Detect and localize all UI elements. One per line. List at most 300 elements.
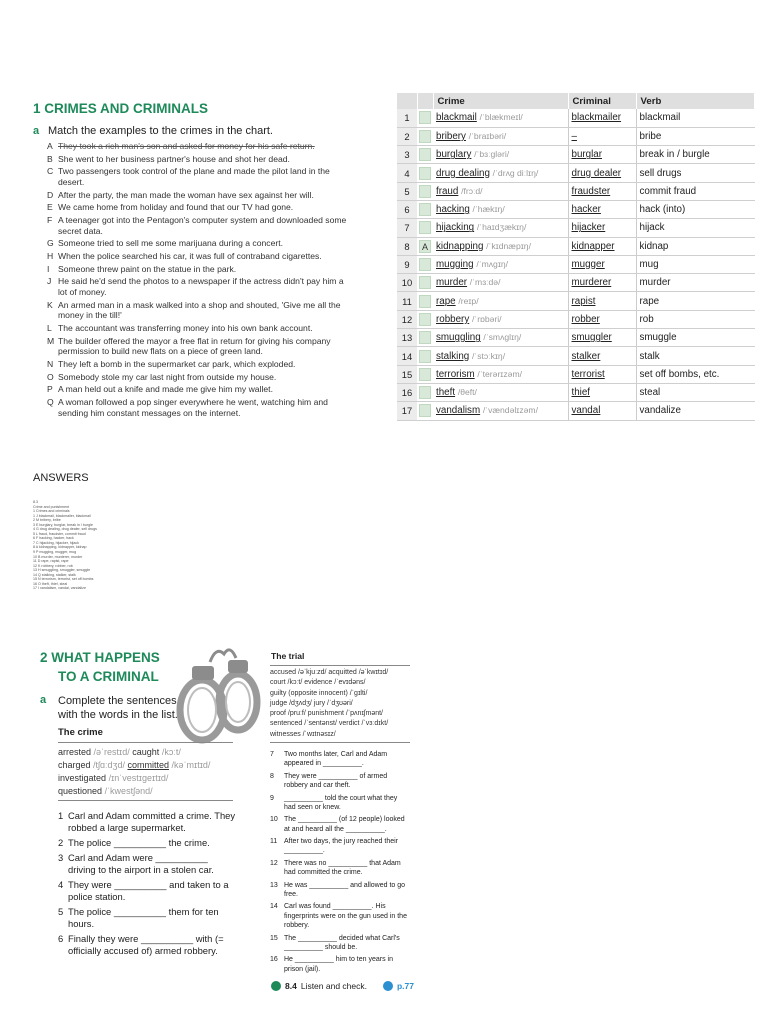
- verb-word: hijack: [639, 222, 665, 234]
- answer-line: 2 M bribery, bribe: [33, 518, 61, 523]
- answers-heading: ANSWERS: [33, 472, 89, 484]
- crime-word-phonetic: /kɔːt/: [161, 747, 181, 757]
- verb-word: blackmail: [639, 112, 681, 124]
- question-text: After two days, the jury reached their __________.: [284, 838, 398, 855]
- examples-list: [47, 141, 352, 420]
- chart-row: [397, 347, 755, 365]
- crime-word: hijacking: [436, 222, 475, 234]
- answer-box[interactable]: [417, 219, 433, 237]
- row-number: 2: [397, 127, 417, 145]
- example-item: [47, 215, 352, 236]
- question-text: Carl and Adam were __________ driving to the airport in a stolen car.: [68, 851, 214, 875]
- row-number: 16: [397, 383, 417, 401]
- answer-line: 13 H smuggling, smuggler, smuggle: [33, 568, 91, 573]
- chart-row: [397, 200, 755, 218]
- answer-box[interactable]: [417, 292, 433, 310]
- example-letter: O: [47, 371, 54, 382]
- criminal-word: thief: [571, 387, 591, 399]
- trial-word-line: judge /dʒʌdʒ/ jury /ˈdʒʊəri/: [270, 699, 353, 707]
- verb-word: vandalize: [639, 405, 681, 417]
- crime-cell: [433, 164, 568, 182]
- row-number: 9: [397, 255, 417, 273]
- crime-word: burglary: [436, 149, 472, 161]
- criminal-cell: [568, 255, 636, 273]
- verb-cell: [636, 109, 755, 127]
- crime-subheading: The crime: [58, 727, 103, 738]
- trial-question: [270, 859, 410, 878]
- question-number: 7: [270, 751, 274, 758]
- crime-question: [58, 933, 236, 957]
- section2-title-line2: TO A CRIMINAL: [58, 669, 159, 684]
- answer-box[interactable]: [417, 402, 433, 420]
- answer-box[interactable]: [417, 365, 433, 383]
- answer-box-value: [419, 386, 431, 399]
- crime-cell: [433, 347, 568, 365]
- example-letter: F: [47, 215, 53, 226]
- answer-line: 6 F hacking, hacker, hack: [33, 536, 74, 541]
- question-number: 16: [270, 956, 278, 964]
- example-text: An armed man in a mask walked into a shop and shouted, 'Give me all the money in the till!': [58, 299, 341, 321]
- verb-word: smuggle: [639, 332, 677, 344]
- criminal-word: hijacker: [571, 222, 606, 234]
- question-text: He was __________ and allowed to go free.: [284, 881, 406, 898]
- criminal-cell: [568, 164, 636, 182]
- example-text: They left a bomb in the supermarket car park, which exploded.: [58, 358, 296, 369]
- criminal-word: burglar: [571, 149, 602, 161]
- criminal-cell: [568, 200, 636, 218]
- row-number: 8: [397, 237, 417, 255]
- example-text: When the police searched his car, it was full of contraband cigarettes.: [58, 251, 322, 261]
- audio-icon[interactable]: [271, 981, 281, 991]
- example-letter: D: [47, 189, 54, 200]
- crime-word-phonetic: /ˈkwestʃənd/: [104, 786, 153, 796]
- answer-line: 16 O theft, thief, steal: [33, 581, 68, 586]
- trial-question: [270, 955, 410, 974]
- chart-row: [397, 219, 755, 237]
- crime-word: drug dealing: [436, 167, 490, 179]
- question-text: The police __________ them for ten hours.: [68, 905, 219, 929]
- crime-cell: [433, 274, 568, 292]
- question-number: 5: [58, 905, 64, 917]
- answer-box-value: [419, 148, 431, 161]
- crime-phonetic: /ˈbɜːgləri/: [474, 149, 510, 160]
- trial-word-line: accused /əˈkjuːzd/ acquitted /əˈkwɪtɪd/: [270, 669, 389, 676]
- answer-box[interactable]: [417, 146, 433, 164]
- crime-cell: [433, 255, 568, 273]
- criminal-word: fraudster: [571, 185, 611, 197]
- criminal-cell: [568, 237, 636, 255]
- answer-box-value: [419, 111, 431, 124]
- answer-line: 7 C hijacking, hijacker, hijack: [33, 540, 79, 545]
- criminal-cell: [568, 329, 636, 347]
- crime-word-phonetic: /əˈrestɪd/: [93, 747, 130, 757]
- verb-word: sell drugs: [639, 167, 682, 179]
- answer-line: 11 D rape, rapist, rape: [33, 559, 69, 564]
- crime-word: questioned: [58, 786, 103, 796]
- example-letter: J: [47, 276, 52, 287]
- question-number: 6: [58, 932, 64, 944]
- criminal-word: blackmailer: [571, 112, 622, 124]
- answer-box-value: [419, 130, 431, 143]
- verb-word: break in / burgle: [639, 149, 710, 161]
- chart-header-row: [397, 93, 755, 109]
- section1-instruction: Match the examples to the crimes in the chart.: [48, 125, 273, 137]
- question-text: Carl and Adam committed a crime. They robbed a large supermarket.: [68, 810, 236, 834]
- verb-word: mug: [639, 259, 659, 271]
- criminal-word: rapist: [571, 295, 596, 307]
- trial-word-line: guilty (opposite innocent) /ˈgɪlti/: [270, 689, 368, 697]
- criminal-word: murderer: [571, 277, 612, 289]
- crime-word-phonetic: /tʃɑːdʒd/: [93, 760, 125, 770]
- crime-word: terrorism: [436, 368, 475, 380]
- trial-questions: [270, 750, 410, 977]
- question-text: Carl was found __________. His fingerprints were on the gun used in the robbery.: [284, 903, 407, 930]
- answer-line: 8.3: [33, 500, 38, 504]
- question-number: 1: [58, 810, 64, 821]
- trial-subheading: The trial: [271, 651, 305, 661]
- criminal-word: –: [571, 130, 577, 142]
- chart-header-criminal: Criminal: [568, 93, 636, 109]
- verb-word: rob: [639, 313, 654, 325]
- crime-phonetic: /ˈkɪdnæpɪŋ/: [486, 240, 531, 251]
- example-text: The accountant was transferring money into his own bank account.: [58, 322, 313, 333]
- crime-word: murder: [436, 277, 468, 289]
- crime-cell: [433, 310, 568, 328]
- crime-word: smuggling: [436, 332, 481, 344]
- row-number: 11: [397, 292, 417, 310]
- chart-header-box: [417, 93, 433, 109]
- verb-cell: [636, 182, 755, 200]
- verb-cell: [636, 292, 755, 310]
- chart-row: [397, 127, 755, 145]
- answer-box-value: [419, 404, 431, 417]
- question-number: 14: [270, 903, 278, 911]
- row-number: 1: [397, 109, 417, 127]
- chart-row: [397, 237, 755, 255]
- verb-cell: [636, 200, 755, 218]
- example-item: [47, 251, 352, 262]
- verb-cell: [636, 274, 755, 292]
- row-number: 5: [397, 182, 417, 200]
- answer-box[interactable]: [417, 329, 433, 347]
- chart-row: [397, 329, 755, 347]
- verb-word: steal: [639, 387, 661, 399]
- example-item: [47, 276, 352, 297]
- example-item: [47, 300, 352, 321]
- row-number: 7: [397, 219, 417, 237]
- verb-cell: [636, 255, 755, 273]
- trial-question: [270, 750, 410, 769]
- crime-cell: [433, 182, 568, 200]
- example-item: [47, 202, 352, 213]
- example-text: Someone threw paint on the statue in the park.: [58, 263, 237, 274]
- row-number: 6: [397, 200, 417, 218]
- example-text: We came home from holiday and found that our TV had gone.: [58, 202, 294, 213]
- answer-line: 15 N terrorism, terrorist, set off bombs: [33, 577, 94, 582]
- crime-phonetic: /ˈvændəlɪzəm/: [482, 405, 538, 416]
- example-text: Two passengers took control of the plane and made the pilot land in the desert.: [58, 166, 330, 187]
- crime-cell: [433, 237, 568, 255]
- example-text: He said he'd send the photos to a newspaper if the actress didn't pay him a lot of money.: [58, 276, 344, 297]
- trial-word-list: [270, 665, 410, 743]
- crime-phonetic: /ˈstɔːkɪŋ/: [471, 350, 506, 361]
- row-number: 13: [397, 329, 417, 347]
- verb-word: rape: [639, 295, 660, 307]
- example-letter: G: [47, 238, 54, 249]
- verb-cell: [636, 329, 755, 347]
- answer-box-value: [419, 167, 431, 180]
- section1-instruction-letter: a: [33, 125, 40, 137]
- criminal-cell: [568, 347, 636, 365]
- crime-question: [58, 810, 236, 834]
- chart-row: [397, 146, 755, 164]
- example-letter: B: [47, 153, 53, 164]
- verb-cell: [636, 310, 755, 328]
- crime-word-list: [58, 742, 233, 801]
- question-text: The __________ (of 12 people) looked at and heard all the __________.: [284, 816, 405, 833]
- example-item: [47, 154, 352, 165]
- crime-phonetic: /ˈblækmeɪl/: [479, 112, 523, 123]
- verb-word: stalk: [639, 350, 660, 362]
- crime-word-line: [58, 759, 233, 772]
- trial-word-line: proof /pruːf/ punishment /ˈpʌnɪʃmənt/: [270, 710, 383, 718]
- crime-word: investigated: [58, 773, 107, 783]
- criminal-word: mugger: [571, 259, 605, 271]
- answer-line: 1 Crimes and criminals: [33, 509, 70, 514]
- answer-box[interactable]: [417, 347, 433, 365]
- answer-box[interactable]: [417, 127, 433, 145]
- example-text: A woman followed a pop singer everywhere he went, watching him and sending him constant messages on the internet.: [58, 396, 328, 418]
- example-text: Someone tried to sell me some marijuana during a concert.: [58, 238, 283, 249]
- answer-line: 8 A kidnapping, kidnapper, kidnap: [33, 545, 87, 550]
- crime-chart: [397, 93, 755, 421]
- answer-box-value: [419, 313, 431, 326]
- example-text: Somebody stole my car last night from outside my house.: [58, 371, 277, 382]
- question-text: The __________ decided what Carl's __________ should be.: [284, 934, 400, 951]
- section2-instruction: Complete the sentences with the words in the list.: [58, 695, 178, 721]
- crime-word-line: [58, 785, 233, 798]
- verb-cell: [636, 127, 755, 145]
- answer-box[interactable]: [417, 200, 433, 218]
- example-item: [47, 190, 352, 201]
- verb-word: murder: [639, 277, 671, 289]
- crime-phonetic: /ˈhaɪdʒækɪŋ/: [476, 222, 527, 233]
- criminal-cell: [568, 274, 636, 292]
- answer-box-value: [419, 368, 431, 381]
- chart-row: [397, 274, 755, 292]
- verb-word: kidnap: [639, 240, 669, 252]
- crime-phonetic: /ˈsmʌglɪŋ/: [483, 332, 522, 343]
- crime-cell: [433, 109, 568, 127]
- question-text: They were __________ of armed robbery and car theft.: [284, 772, 388, 790]
- criminal-word: vandal: [571, 405, 601, 417]
- verb-cell: [636, 402, 755, 420]
- criminal-word: robber: [571, 313, 600, 325]
- example-item: [47, 238, 352, 249]
- answer-box-value: [419, 185, 431, 198]
- example-item: [47, 323, 352, 334]
- crime-phonetic: /ˈrɒbəri/: [471, 313, 502, 324]
- example-item: [47, 141, 352, 152]
- crime-cell: [433, 127, 568, 145]
- chart-row: [397, 109, 755, 127]
- trial-question: [270, 837, 410, 856]
- answer-box-value: [419, 258, 431, 271]
- crime-word: blackmail: [436, 112, 477, 124]
- trial-word-line: sentenced /ˈsentənst/ verdict /ˈvɜːdɪkt/: [270, 720, 389, 728]
- row-number: 10: [397, 274, 417, 292]
- answer-box[interactable]: [417, 255, 433, 273]
- question-text: He __________ him to ten years in prison (jail).: [284, 956, 393, 973]
- crime-phonetic: /ˈterərɪzəm/: [477, 368, 522, 379]
- criminal-cell: [568, 127, 636, 145]
- page-reference[interactable]: p.77: [396, 981, 414, 991]
- verb-cell: [636, 383, 755, 401]
- crime-question: [58, 906, 236, 930]
- criminal-cell: [568, 402, 636, 420]
- criminal-cell: [568, 292, 636, 310]
- listen-check-line: [271, 981, 414, 991]
- criminal-cell: [568, 146, 636, 164]
- example-text: A teenager got into the Pentagon's computer system and downloaded some secret data.: [58, 215, 347, 236]
- crime-phonetic: /ˈhækɪŋ/: [472, 204, 505, 215]
- example-item: [47, 397, 352, 418]
- crime-phonetic: /ˈdrʌg diːlɪŋ/: [492, 167, 539, 178]
- answer-line: 5 L fraud, fraudster, commit fraud: [33, 531, 86, 536]
- example-letter: E: [47, 202, 53, 213]
- answer-line: 9 P mugging, mugger, mug: [33, 550, 77, 555]
- criminal-cell: [568, 182, 636, 200]
- question-text: __________ told the court what they had seen or knew.: [284, 794, 398, 811]
- example-letter: K: [47, 299, 53, 310]
- example-letter: N: [47, 358, 54, 369]
- trial-word-line: witnesses /ˈwɪtnəsɪz/: [270, 730, 336, 738]
- answer-box-value: [419, 331, 431, 344]
- answer-box-value: [419, 221, 431, 234]
- chart-row: [397, 182, 755, 200]
- crime-cell: [433, 365, 568, 383]
- verb-cell: [636, 237, 755, 255]
- example-text: She went to her business partner's house and shot her dead.: [58, 153, 290, 164]
- answer-box[interactable]: [417, 383, 433, 401]
- crime-word: theft: [436, 387, 456, 399]
- verb-cell: [636, 219, 755, 237]
- crime-phonetic: /ˈbraɪbəri/: [468, 130, 507, 141]
- answer-box[interactable]: [417, 237, 433, 255]
- crime-word: vandalism: [436, 405, 481, 417]
- chart-row: [397, 292, 755, 310]
- example-text: After the party, the man made the woman have sex against her will.: [58, 189, 314, 200]
- example-letter: M: [47, 335, 55, 346]
- chart-row: [397, 402, 755, 420]
- handcuffs-icon: [172, 640, 267, 750]
- crime-word: committed: [127, 760, 169, 770]
- crime-word: mugging: [436, 259, 474, 271]
- question-number: 2: [58, 837, 64, 848]
- answer-line: 3 E burglary, burglar, break in / burgle: [33, 522, 93, 527]
- answer-line: 4 G drug dealing, drug dealer, sell drugs: [33, 527, 97, 532]
- example-item: [47, 384, 352, 395]
- answer-box[interactable]: [417, 274, 433, 292]
- criminal-word: terrorist: [571, 368, 605, 380]
- criminal-word: hacker: [571, 204, 601, 216]
- crime-phonetic: /ˈmɜːdə/: [469, 277, 501, 288]
- question-number: 9: [270, 794, 274, 802]
- crime-word: kidnapping: [436, 240, 484, 252]
- question-number: 13: [270, 881, 278, 889]
- section2-instruction-letter: a: [40, 694, 47, 706]
- chart-row: [397, 164, 755, 182]
- crime-word: stalking: [436, 350, 470, 362]
- row-number: 4: [397, 164, 417, 182]
- chart-row: [397, 383, 755, 401]
- verb-word: set off bombs, etc.: [639, 368, 720, 380]
- section2-title-line1: 2 WHAT HAPPENS: [40, 650, 160, 665]
- crime-phonetic: /θeft/: [457, 387, 477, 398]
- example-letter: I: [47, 263, 50, 274]
- question-text: Finally they were __________ with (= officially accused of) armed robbery.: [68, 932, 224, 956]
- criminal-word: kidnapper: [571, 240, 615, 252]
- listen-text: Listen and check.: [300, 981, 367, 991]
- question-number: 12: [270, 859, 278, 867]
- example-text: They took a rich man's son and asked for money for his safe return.: [58, 141, 315, 151]
- question-text: The police __________ the crime.: [68, 837, 210, 848]
- answer-line: 1 J blackmail, blackmailer, blackmail: [33, 513, 91, 518]
- example-letter: L: [47, 322, 52, 333]
- verb-cell: [636, 164, 755, 182]
- criminal-word: drug dealer: [571, 167, 622, 179]
- answer-box[interactable]: [417, 310, 433, 328]
- crime-cell: [433, 329, 568, 347]
- example-letter: H: [47, 251, 54, 261]
- crime-word: rape: [436, 295, 456, 307]
- question-number: 15: [270, 934, 278, 942]
- example-item: [47, 359, 352, 370]
- audio-code: 8.4: [285, 981, 297, 991]
- crime-question: [58, 852, 236, 876]
- answer-box-value: [419, 276, 431, 289]
- question-text: There was no __________ that Adam had committed the crime.: [284, 859, 401, 877]
- trial-question: [270, 902, 410, 930]
- verb-cell: [636, 347, 755, 365]
- trial-question: [270, 772, 410, 791]
- chart-row: [397, 365, 755, 383]
- example-item: [47, 166, 352, 187]
- row-number: 3: [397, 146, 417, 164]
- page-ref-icon[interactable]: [383, 981, 393, 991]
- example-text: The builder offered the mayor a free flat in return for giving his company permission to build new flats on a piece of green land.: [58, 335, 331, 357]
- verb-cell: [636, 146, 755, 164]
- answer-box[interactable]: [417, 109, 433, 127]
- crime-word: caught: [132, 747, 160, 757]
- example-item: [47, 264, 352, 275]
- answer-line: 14 Q stalking, stalker, stalk: [33, 572, 76, 577]
- question-number: 4: [58, 878, 64, 890]
- answer-box[interactable]: [417, 164, 433, 182]
- answers-key: [33, 500, 138, 591]
- answer-box-value: [419, 350, 431, 363]
- example-text: A man held out a knife and made me give him my wallet.: [58, 384, 273, 395]
- example-letter: C: [47, 166, 54, 177]
- crime-phonetic: /frɔːd/: [461, 185, 483, 196]
- row-number: 17: [397, 402, 417, 420]
- crime-word-line: [58, 772, 233, 785]
- example-item: [47, 336, 352, 357]
- answer-box[interactable]: [417, 182, 433, 200]
- trial-word-line: court /kɔːt/ evidence /ˈevɪdəns/: [270, 679, 366, 687]
- trial-question: [270, 815, 410, 834]
- trial-question: [270, 794, 410, 813]
